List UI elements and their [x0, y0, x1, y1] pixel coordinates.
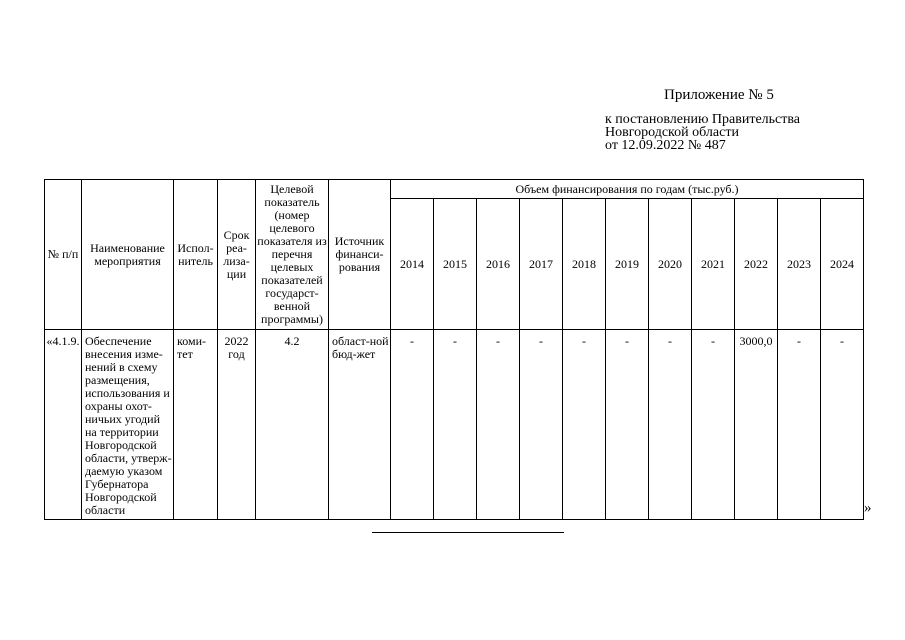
header-term: Срок реа-лиза-ции [218, 180, 256, 330]
year-header: 2019 [606, 199, 649, 330]
resolution-line: от 12.09.2022 № 487 [605, 138, 726, 153]
cell-name: Обеспечение внесения изме-нений в схему размещения, использования и охраны охот-ничьих угодий на территории Новгородской области, утверж-даемую указом Губернатора Новгородской области [82, 330, 174, 520]
year-header: 2023 [778, 199, 821, 330]
year-header: 2014 [391, 199, 434, 330]
year-header: 2021 [692, 199, 735, 330]
closing-quote: » [864, 500, 872, 516]
cell-value: - [692, 330, 735, 520]
resolution-line: к постановлению Правительства [605, 112, 801, 127]
header-source: Источник финанси-рования [329, 180, 391, 330]
table-row [45, 330, 864, 520]
header-funding: Объем финансирования по годам (тыс.руб.) [391, 180, 864, 199]
cell-target: 4.2 [256, 330, 329, 520]
header-executor: Испол-нитель [174, 180, 218, 330]
cell-value: - [434, 330, 477, 520]
year-header: 2020 [649, 199, 692, 330]
header-num: № п/п [45, 180, 82, 330]
resolution-line: Новгородской области [605, 125, 739, 140]
year-header: 2024 [821, 199, 864, 330]
funding-table [44, 179, 864, 520]
resolution-reference [605, 113, 800, 152]
header-name: Наименование мероприятия [82, 180, 174, 330]
cell-num: «4.1.9. [45, 330, 82, 520]
year-header: 2022 [735, 199, 778, 330]
year-header: 2015 [434, 199, 477, 330]
cell-value: 3000,0 [735, 330, 778, 520]
year-header: 2016 [477, 199, 520, 330]
cell-value: - [520, 330, 563, 520]
header-target: Целевой показатель (номер целевого показателя из перечня целевых показателей государст-венной программы) [256, 180, 329, 330]
year-header: 2018 [563, 199, 606, 330]
cell-value: - [563, 330, 606, 520]
cell-value: - [821, 330, 864, 520]
cell-executor: коми-тет [174, 330, 218, 520]
separator-line [372, 532, 564, 533]
cell-value: - [606, 330, 649, 520]
year-header: 2017 [520, 199, 563, 330]
appendix-title: Приложение № 5 [664, 87, 774, 103]
cell-value: - [477, 330, 520, 520]
cell-term: 2022 год [218, 330, 256, 520]
cell-value: - [778, 330, 821, 520]
cell-source: област-ной бюд-жет [329, 330, 391, 520]
cell-value: - [649, 330, 692, 520]
cell-value: - [391, 330, 434, 520]
